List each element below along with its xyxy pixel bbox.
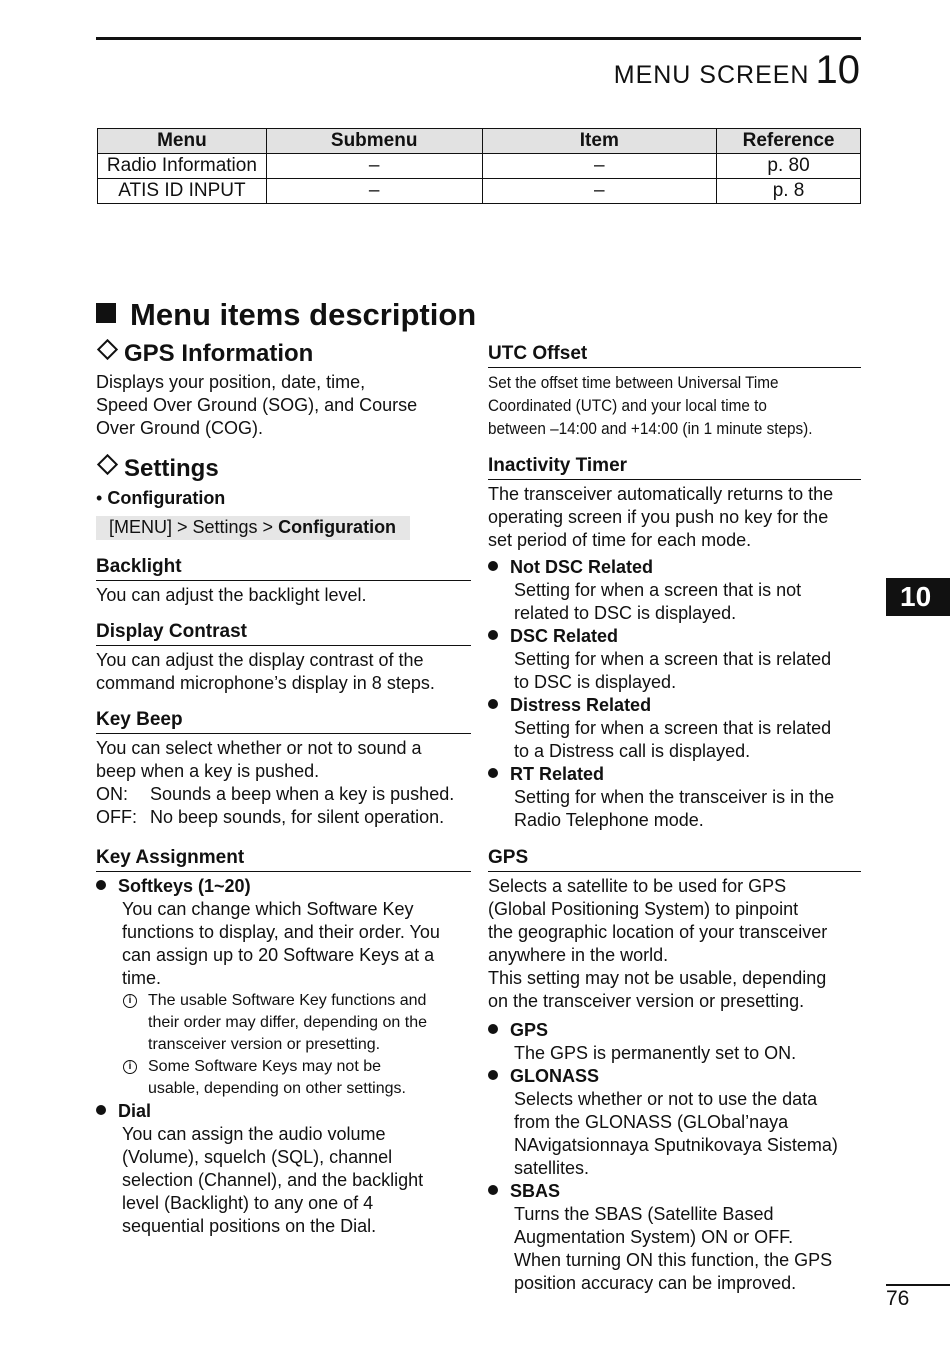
table-cell: – — [266, 179, 482, 204]
black-square-icon — [96, 303, 116, 323]
table-cell: p. 80 — [717, 154, 861, 179]
info-icon: i — [123, 1060, 137, 1074]
list-item: GPS — [488, 1019, 861, 1042]
table-header-row — [98, 129, 861, 154]
page-number: 76 — [886, 1287, 910, 1310]
chapter-label: MENU SCREEN — [613, 61, 810, 89]
list-item: SBAS — [488, 1180, 861, 1203]
bullet-icon — [96, 880, 106, 890]
info-icon: i — [123, 994, 137, 1008]
table-cell: p. 8 — [717, 179, 861, 204]
list-item: RT Related — [488, 763, 861, 786]
chapter-header — [614, 48, 860, 93]
backlight-heading: Backlight — [96, 556, 471, 581]
breadcrumb-path: [MENU] > Settings > — [109, 517, 279, 537]
backlight-text: You can adjust the backlight level. — [96, 585, 367, 605]
right-column: UTC Offset Set the offset time between Universal Time Coordinated (UTC) and your local time to between –14:00 and +14:00 (in 1 minute steps). Inactivity Timer The transceiver automatically returns to the operating screen if you push no key for the set period of time for each mode. Not DSC Related Setting for when a screen that is not related to DSC is displayed. DSC Related Setting for when a screen that is related to DSC is displayed. Distress Related Setting for when a screen that is related to a Distress call is displayed. RT Related Setting for when the transceiver is in the Radio Telephone mode. GPS Selects a satellite to be used for GPS (Global Positioning System) to pinpoint the geographic location of your transceiver anywhere in the world. This setting may not be usable, depending on the transceiver version or presetting. GPS The GPS is permanently set to ON. GLONASS Selects whether or not to use the data from the GLONASS (GLObal’naya NAvigatsionnaya Sputnikovaya Sistema) satellites. SBAS Turns the SBAS (Satellite Based Augmentation System) ON or OFF. When turning ON this function, the GPS position accuracy can be improved. — [488, 340, 861, 1295]
table-row — [98, 179, 861, 204]
chapter-number: 10 — [815, 48, 860, 92]
table-cell: – — [482, 179, 717, 204]
softkeys-label: Softkeys (1~20) — [96, 875, 471, 898]
chapter-tab: 10 — [886, 578, 950, 616]
table-cell: ATIS ID INPUT — [98, 179, 267, 204]
gps-information-text: Displays your position, date, time, Speed Over Ground (SOG), and Course Over Ground (COG). — [96, 372, 418, 438]
bullet-icon — [488, 1185, 498, 1195]
table-row — [98, 154, 861, 179]
inactivity-timer-heading: Inactivity Timer — [488, 455, 861, 480]
top-rule — [96, 37, 861, 40]
bullet-icon — [488, 561, 498, 571]
table-cell: – — [482, 154, 717, 179]
table-header: Submenu — [266, 129, 482, 154]
menu-table — [97, 128, 861, 204]
bullet-icon — [488, 699, 498, 709]
option-row: OFF: No beep sounds, for silent operation. — [96, 807, 445, 827]
gps-information-heading: GPS Information — [96, 340, 471, 368]
softkeys-text: You can change which Software Key functions to display, and their order. You can assign up to 20 Software Keys at a time. — [122, 899, 440, 988]
table-header: Item — [482, 129, 717, 154]
dial-text: You can assign the audio volume (Volume), squelch (SQL), channel selection (Channel), and the backlight level (Backlight) to any one of 4 sequential positions on the Dial. — [122, 1124, 424, 1236]
gps-heading: GPS — [488, 847, 861, 872]
bullet-icon — [488, 768, 498, 778]
section-title-text: Menu items description — [130, 297, 477, 332]
bullet-icon — [488, 1070, 498, 1080]
list-item: Distress Related — [488, 694, 861, 717]
section-title — [96, 297, 476, 333]
page-number-rule — [886, 1284, 950, 1286]
display-contrast-heading: Display Contrast — [96, 621, 471, 646]
breadcrumb — [96, 516, 471, 540]
utc-offset-heading: UTC Offset — [488, 343, 861, 368]
note: i The usable Software Key functions and their order may differ, depending on the transceiver version or presetting. — [96, 990, 471, 1056]
table-cell: Radio Information — [98, 154, 267, 179]
option-row: ON: Sounds a beep when a key is pushed. — [96, 784, 455, 804]
bullet-icon — [96, 1105, 106, 1115]
bullet-icon — [488, 1024, 498, 1034]
table-header: Reference — [717, 129, 861, 154]
list-item: DSC Related — [488, 625, 861, 648]
list-item: Not DSC Related — [488, 556, 861, 579]
diamond-icon — [97, 339, 118, 360]
bullet-icon — [488, 630, 498, 640]
note: i Some Software Keys may not be usable, depending on other settings. — [96, 1056, 471, 1100]
diamond-icon — [97, 454, 118, 475]
left-column: GPS Information Displays your position, date, time, Speed Over Ground (SOG), and Course Over Ground (COG). Settings • Configuration [MENU] > Settings > Configuration Backlight You can adjust the backlight level. Display Contrast You can adjust the display contrast of the command microphone’s display in 8 steps. Key Beep You can select whether or not to sound a beep when a key is pushed. ON: Sounds a beep when a key is pushed. OFF: No beep sounds, for silent operation. Key Assignment Softkeys (1~20) You can change which Software Key functions to display, and their order. You can assign up to 20 Software Keys at a time. i The usable Software Key functions and their order may differ, depending on the transceiver version or presetting. i Some Software Keys may not be usable, depending on other settings. Dial You can assign the audio volume (Volume), squelch (SQL), channel selection (Channel), and the backlight level (Backlight) to any one of 4 sequential positions on the Dial. — [96, 340, 471, 1238]
key-beep-heading: Key Beep — [96, 709, 471, 734]
configuration-label: • Configuration — [96, 488, 226, 508]
breadcrumb-current: Configuration — [278, 517, 397, 537]
dial-label: Dial — [96, 1100, 471, 1123]
list-item: GLONASS — [488, 1065, 861, 1088]
key-assignment-heading: Key Assignment — [96, 847, 471, 872]
table-cell: – — [266, 154, 482, 179]
table-header: Menu — [98, 129, 267, 154]
settings-heading: Settings — [96, 455, 471, 483]
